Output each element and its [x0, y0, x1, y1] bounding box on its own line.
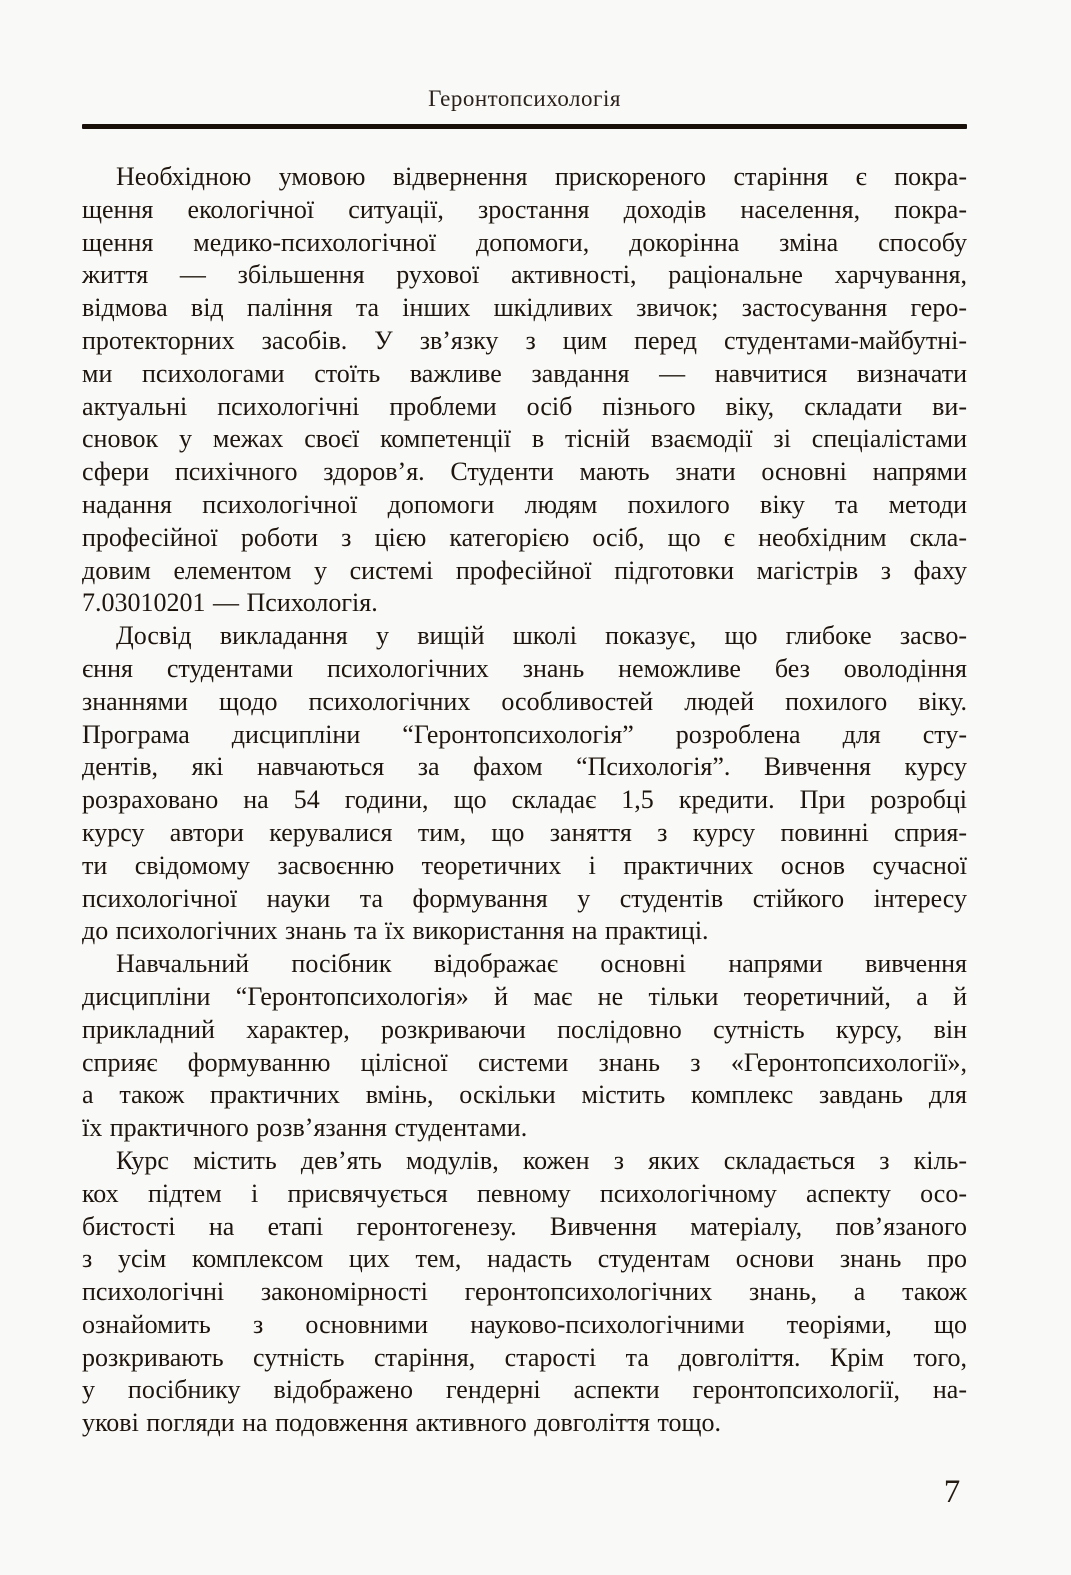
- text-line: прикладний характер, розкриваючи послідовно сутність курсу, він: [82, 1014, 967, 1044]
- text-line: відмова від паління та інших шкідливих звичок; застосування геро-: [82, 293, 967, 323]
- text-line: розкривають сутність старіння, старості та довголіття. Крім того,: [82, 1342, 967, 1372]
- text-line: ти свідомому засвоєнню теоретичних і практичних основ сучасної: [82, 850, 967, 880]
- paragraph: [82, 948, 967, 1145]
- text-line: Необхідною умовою відвернення прискореного старіння є покра-: [116, 162, 967, 191]
- paragraph: [82, 620, 967, 948]
- text-line: бистості на етапі геронтогенезу. Вивчення матеріалу, пов’язаного: [82, 1211, 967, 1241]
- text-line: Курс містить дев’ять модулів, кожен з яких складається з кіль-: [116, 1145, 967, 1175]
- text-line: знаннями щодо психологічних особливостей людей похилого віку.: [82, 686, 967, 716]
- text-line: щення медико-психологічної допомоги, докорінна зміна способу: [82, 227, 967, 257]
- page-number: 7: [943, 1474, 961, 1510]
- text-line: психологічні закономірності геронтопсихологічних знань, а також: [82, 1277, 967, 1307]
- text-line: Навчальний посібник відображає основні напрями вивчення: [116, 949, 967, 979]
- text-line: дисципліни “Геронтопсихологія» й має не тільки теоретичний, а й: [82, 981, 967, 1011]
- text-line: 7.03010201 — Психологія.: [82, 588, 378, 618]
- text-line: актуальні психологічні проблеми осіб пізнього віку, складати ви-: [82, 391, 967, 421]
- text-line: єння студентами психологічних знань неможливе без оволодіння: [82, 653, 967, 683]
- text-line: щення екологічної ситуації, зростання доходів населення, покра-: [82, 194, 967, 224]
- text-line: ознайомить з основними науково-психологічними теоріями, що: [82, 1309, 967, 1339]
- paragraph: [82, 1145, 967, 1440]
- text-line: сприяє формуванню цілісної системи знань з «Геронтопсихології»,: [82, 1047, 967, 1077]
- text-line: протекторних засобів. У зв’язку з цим перед студентами-майбутні-: [82, 325, 967, 355]
- text-line: кох підтем і присвячується певному психологічному аспекту осо-: [82, 1178, 967, 1208]
- text-line: професійної роботи з цією категорією осіб, що є необхідним скла-: [82, 522, 967, 552]
- text-line: ми психологами стоїть важливе завдання — навчитися визначати: [82, 358, 967, 388]
- body-text: [82, 161, 967, 1440]
- text-line: розраховано на 54 години, що складає 1,5 кредити. При розробці: [82, 785, 967, 815]
- header-rule: [82, 124, 967, 129]
- running-header-title: Геронтопсихологія: [428, 86, 621, 111]
- text-line: у посібнику відображено гендерні аспекти геронтопсихології, на-: [82, 1375, 967, 1405]
- paragraph: [82, 161, 967, 620]
- text-line: надання психологічної допомоги людям похилого віку та методи: [82, 489, 967, 519]
- text-line: дентів, які навчаються за фахом “Психологія”. Вивчення курсу: [82, 752, 967, 782]
- text-line: а також практичних вмінь, оскільки містить комплекс завдань для: [82, 1080, 967, 1110]
- text-line: курсу автори керувалися тим, що заняття з курсу повинні сприя-: [82, 817, 967, 847]
- text-line: їх практичного розв’язання студентами.: [82, 1113, 528, 1143]
- text-line: укові погляди на подовження активного довголіття тощо.: [82, 1408, 722, 1438]
- text-line: до психологічних знань та їх використання на практиці.: [82, 916, 709, 946]
- text-line: сфери психічного здоров’я. Студенти мають знати основні напрями: [82, 457, 967, 487]
- text-line: психологічної науки та формування у студентів стійкого інтересу: [82, 883, 967, 913]
- text-line: сновок у межах своєї компетенції в тісній взаємодії зі спеціалістами: [82, 424, 967, 454]
- text-line: Досвід викладання у вищій школі показує, що глибоке засво-: [116, 621, 967, 651]
- text-line: з усім комплексом цих тем, надасть студентам основи знань про: [82, 1244, 967, 1274]
- text-line: життя — збільшення рухової активності, раціональне харчування,: [82, 260, 967, 290]
- text-line: Програма дисципліни “Геронтопсихологія” розроблена для сту-: [82, 719, 967, 749]
- text-line: довим елементом у системі професійної підготовки магістрів з фаху: [82, 555, 967, 585]
